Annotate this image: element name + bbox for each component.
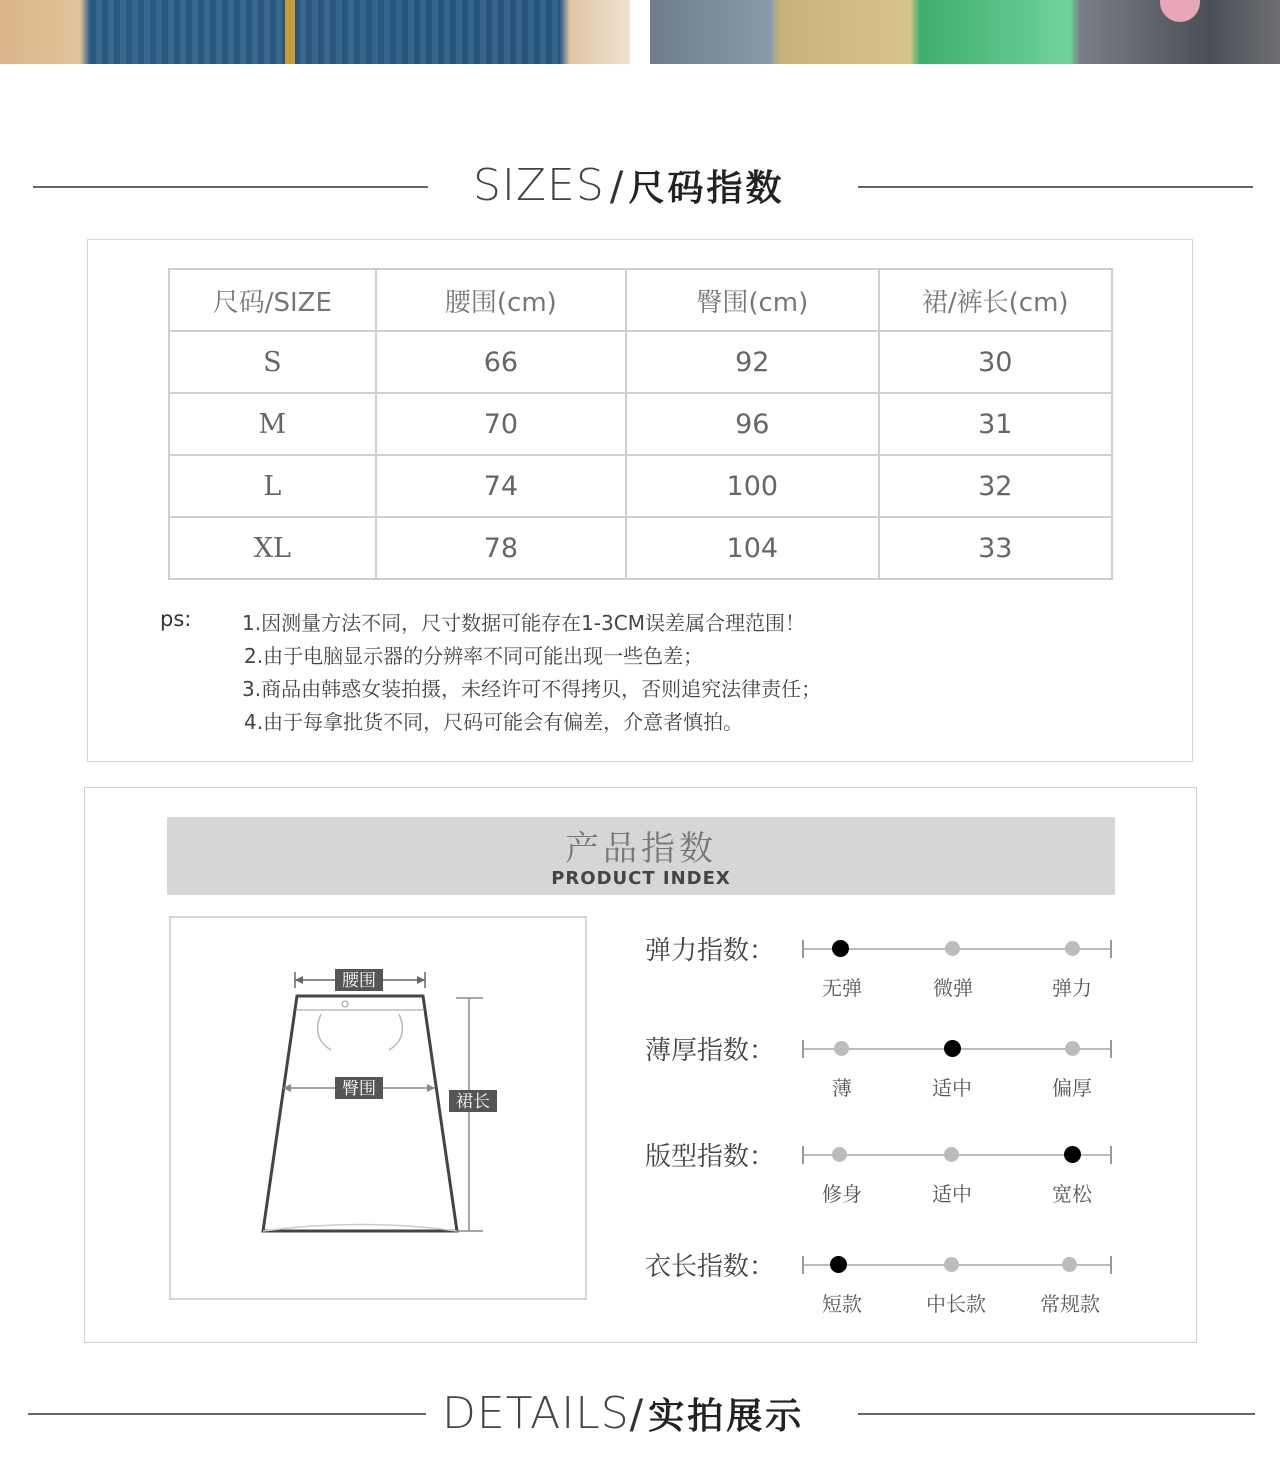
waist-cell: 74 — [376, 455, 626, 517]
scale-dot — [832, 940, 849, 957]
scale-dot — [944, 1147, 959, 1162]
scale-option: 中长款 — [926, 1292, 986, 1316]
hip-cell: 100 — [626, 455, 878, 517]
product-index-banner — [167, 817, 1115, 895]
scale-option: 适中 — [932, 1076, 972, 1100]
scale-option: 修身 — [822, 1182, 862, 1206]
size-table-header: 腰围(cm) — [376, 269, 626, 331]
note-item: 4.由于每拿批货不同，尺码可能会有偏差，介意者慎拍。 — [244, 710, 744, 734]
note-item: 2.由于电脑显示器的分辨率不同可能出现一些色差； — [244, 644, 704, 668]
table-row — [169, 517, 1112, 579]
note-item: 1.因测量方法不同，尺寸数据可能存在1-3CM误差属合理范围！ — [242, 611, 805, 635]
index-row-thickness — [645, 1038, 1125, 1128]
scale-dot — [1065, 941, 1080, 956]
length-cell: 32 — [879, 455, 1113, 517]
waist-cell: 66 — [376, 331, 626, 393]
product-photo-right — [650, 0, 1280, 64]
product-photo-left — [0, 0, 630, 64]
product-index-title-en: PRODUCT INDEX — [551, 868, 731, 889]
scale-tick — [1110, 940, 1112, 958]
scale-dot — [1065, 1041, 1080, 1056]
scale-option: 微弹 — [933, 976, 973, 1000]
table-row — [169, 331, 1112, 393]
scale-option: 宽松 — [1052, 1182, 1092, 1206]
scale-dot — [834, 1041, 849, 1056]
notes-list — [242, 607, 821, 739]
scale-tick — [1110, 1256, 1112, 1274]
scale-dot — [945, 941, 960, 956]
details-title-cn: 实拍展示 — [648, 1396, 805, 1437]
index-scale — [802, 948, 1112, 1000]
scale-option: 常规款 — [1040, 1292, 1100, 1316]
skirt-diagram — [169, 916, 587, 1300]
sizes-title-en: SIZES — [473, 160, 605, 211]
hand-detail — [1160, 0, 1200, 22]
skirt-diagram-svg — [171, 918, 585, 1298]
size-table-header: 裙/裤长(cm) — [879, 269, 1113, 331]
scale-dot — [1064, 1146, 1081, 1163]
ps-label: ps: — [160, 607, 192, 631]
details-title-slash: / — [629, 1392, 644, 1438]
scale-tick — [1110, 1146, 1112, 1164]
length-label: 裙长 — [456, 1092, 490, 1112]
table-row — [169, 455, 1112, 517]
index-row-fit — [645, 1144, 1125, 1234]
scale-tick — [802, 1256, 804, 1274]
header-line-right — [858, 1413, 1255, 1415]
scale-dot — [944, 1257, 959, 1272]
sizes-title-cn: 尺码指数 — [628, 168, 785, 209]
index-label: 薄厚指数： — [645, 1036, 776, 1066]
size-table-header-row — [169, 269, 1112, 331]
waist-cell: 78 — [376, 517, 626, 579]
scale-tick — [1110, 1040, 1112, 1058]
index-label: 弹力指数： — [645, 936, 776, 966]
header-line-left — [33, 186, 428, 188]
hip-label: 臀围 — [342, 1079, 376, 1099]
size-cell: XL — [169, 517, 376, 579]
index-label: 衣长指数： — [645, 1252, 776, 1282]
scale-option: 适中 — [932, 1182, 972, 1206]
size-table-header: 臀围(cm) — [626, 269, 878, 331]
length-cell: 31 — [879, 393, 1113, 455]
size-table — [168, 268, 1113, 580]
details-title-en: DETAILS — [442, 1388, 630, 1439]
product-index-title-cn: 产品指数 — [565, 829, 717, 869]
length-cell: 30 — [879, 331, 1113, 393]
skirt-outline — [263, 996, 457, 1231]
size-cell: M — [169, 393, 376, 455]
sizes-section-header — [0, 160, 1280, 220]
display-stand — [285, 0, 295, 64]
size-cell: S — [169, 331, 376, 393]
scale-option: 无弹 — [822, 976, 862, 1000]
waist-arrow-head-right — [417, 976, 425, 984]
sizes-title-slash: / — [609, 164, 624, 210]
scale-dot — [830, 1256, 847, 1273]
index-row-elasticity — [645, 938, 1125, 1028]
details-section-header — [0, 1388, 1280, 1448]
index-scale — [802, 1264, 1112, 1316]
hip-cell: 104 — [626, 517, 878, 579]
hip-cell: 92 — [626, 331, 878, 393]
index-row-length — [645, 1254, 1125, 1344]
scale-dot — [944, 1040, 961, 1057]
scale-tick — [802, 1146, 804, 1164]
note-item: 3.商品由韩惑女装拍摄，未经许可不得拷贝，否则追究法律责任； — [242, 677, 822, 701]
waist-cell: 70 — [376, 393, 626, 455]
waist-arrow-head-left — [295, 976, 303, 984]
size-cell: L — [169, 455, 376, 517]
hip-cell: 96 — [626, 393, 878, 455]
scale-dot — [1062, 1257, 1077, 1272]
scale-option: 偏厚 — [1052, 1076, 1092, 1100]
scale-tick — [802, 940, 804, 958]
table-row — [169, 393, 1112, 455]
index-scale — [802, 1154, 1112, 1206]
scale-option: 薄 — [832, 1076, 852, 1100]
index-scale — [802, 1048, 1112, 1100]
header-line-left — [28, 1413, 426, 1415]
skirt-pleats-texture — [90, 0, 560, 64]
index-label: 版型指数： — [645, 1142, 776, 1172]
scale-tick — [802, 1040, 804, 1058]
size-table-header: 尺码/SIZE — [169, 269, 376, 331]
header-line-right — [858, 186, 1253, 188]
scale-option: 弹力 — [1052, 976, 1092, 1000]
waist-label: 腰围 — [342, 971, 376, 991]
scale-option: 短款 — [822, 1292, 862, 1316]
length-cell: 33 — [879, 517, 1113, 579]
scale-dot — [832, 1147, 847, 1162]
details-title — [442, 1388, 804, 1439]
sizes-title — [473, 160, 784, 211]
